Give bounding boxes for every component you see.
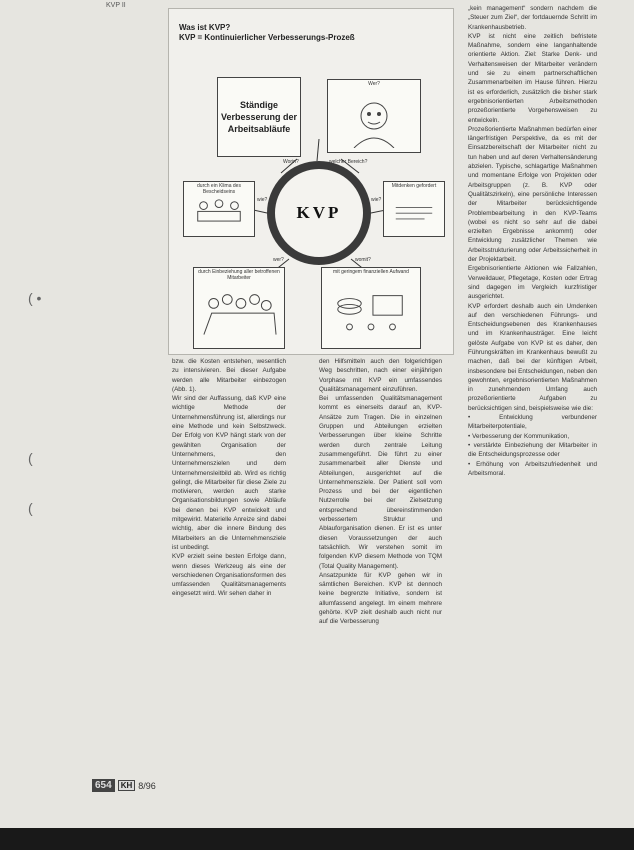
journal-logo: KH [118, 780, 136, 791]
text-column-3 [468, 4, 597, 478]
bullet-item: • Verbesserung der Kommunikation, [468, 432, 570, 440]
kvp-wheel: KVP [267, 161, 371, 265]
page-number: 654 [92, 779, 115, 792]
box-top-right [327, 79, 421, 153]
figure-title: Was ist KVP? [179, 23, 231, 32]
box-left [183, 181, 255, 237]
text-column-1 [172, 357, 286, 599]
question-bottom-right: womit? [355, 257, 371, 263]
thinking-man-sketch [334, 92, 414, 148]
kvp-figure [168, 8, 454, 355]
page-label: KVP II [106, 2, 126, 9]
paragraph: KVP erzielt seine besten Erfolge dann, wenn dieses Werkzeug als eine der verschiedenen Organisationsformen des umfassenden Qualitätsmanagements eingesetzt wird. Wir sehen daher in [172, 553, 286, 598]
meeting-sketch [190, 194, 248, 229]
main-goal-box: Ständige Verbesserung der Arbeitsabläufe [217, 77, 301, 157]
box-bottom-right [321, 267, 421, 349]
paragraph: KVP ist nicht eine zeitlich befristete Maßnahme, sondern eine langanhaltende orientierte Aktion. Ziel: Starke Denk- und Verhaltensweisen der Mitarbeiter verändern und sie zu einem partnerschaftlichen Zusammenarbeiten im Hause führen. Hierzu ist es erforderlich, zusätzlich die bisher stark ergebnisorientierten Arbeitsmethoden prozeßorientierte Vorgehensweisen zu entwickeln. [468, 32, 597, 124]
figure-subtitle: KVP = Kontinuierlicher Verbesserungs-Prozeß [179, 33, 355, 42]
text-column-2 [319, 357, 442, 627]
paragraph: Wir sind der Auffassung, daß KVP eine wichtige Methode der Unternehmensführung ist, allerdings nur eine Methode und kein Selbstzweck. Der Erfolg von KVP hängt stark von der gewählten Organisation der Unternehmens, den Unternehmenszielen und dem Unternehmensleitbild ab. Wird es richtig gelingt, die Mitarbeiter für diese Ziele zu motivieren, werden auch starke Organisationsbildungen sowie Abläufe bei denen bei KVP entwickelt und mitgewirkt. Materielle Anreize sind dabei wichtig, aber die innere Bindung des Mitarbeiters an die Unternehmensziele ist unbedingt. [172, 395, 286, 551]
box-right-caption: Mitdenken gefordert [391, 183, 437, 189]
bullet-item: • Erhöhung von Arbeitszufriedenheit und Arbeitsmoral. [468, 460, 597, 477]
question-right: wie? [371, 197, 382, 203]
question-left: wie? [257, 197, 268, 203]
paragraph: bzw. die Kosten entstehen, wesentlich zu intensivieren. Bei dieser Aufgabe werden alle Mitarbeiter einbezogen (Abb. 1). [172, 358, 286, 393]
paragraph: Prozeßorientierte Maßnahmen bedürfen einer längerfristigen Perspektive, da es mit der Einsatzbereitschaft der Mitarbeiter nicht zu tun haben und auf deren Verhaltensänderung abzielen. Typische, schlagartige Maßnahmen und momentane Erfolge von Projekten oder Arbeitsgruppen (z. B. KVP oder Qualitätszirkeln), eine persönliche Interessen der Mitarbeiter berücksichtigende Problembearbeitung in den KVP-Teams (wobei es nicht so sehr auf die dabei erzielten Ergebnisse ankommt) oder Entwicklung zusätzlicher Themen wie Arbeitsstrukturierung oder Arbeitssicherheit in der Projektarbeit. [468, 125, 597, 264]
box-bottom-left [193, 267, 285, 349]
box-bottom-right-caption: mit geringem finanziellen Aufwand [333, 269, 409, 275]
question-top-left: Worin? [283, 159, 299, 165]
page-footer [92, 779, 156, 792]
punch-hole-mark: ( • [28, 290, 42, 306]
document-sketch [390, 194, 438, 229]
bullet-item: • verstärkte Einbeziehung der Mitarbeiter in die Entscheidungsprozesse oder [468, 441, 597, 459]
question-top-right: welcher Bereich? [329, 159, 368, 165]
paragraph: Bei umfassenden Qualitätsmanagement kommt es einerseits darauf an, KVP-Ansätze zum Tragen. Die in einzelnen Gruppen und Abteilungen erzielten Verbesserungen über kleine Schritte werden durch zentrale Leitung zusammengeführt. Die führt zu einer zusammenarbeit aller Dienste und Abteilungen, ausgerichtet auf die Unternehmensziele. Der Patient soll vom Prozess und bei der eigentlichen Nutzerrolle bei der Zielsetzung entsprechend übereinstimmenden verbessertem Struktur und Ablauforganisation dienen. Er ist es unter diesen Voraussetzungen der auch tatsächlich. Wir verstehen somit im folgenden KVP diesem Methode von TQM (Total Quality Management). [319, 395, 442, 570]
bullet-item: • Entwicklung verbundener Mitarbeiterpotentiale, [468, 414, 597, 431]
paragraph: KVP erfordert deshalb auch ein Umdenken auf den verschiedenen Führungs- und Entscheidungsebenen des Krankenhauses und im Krankenhausträger. Eine leicht gelöste Aufgabe von KVP ist es daher, den Führungskräften im Krankenhaus bewußt zu machen, daß bei der künftigen Arbeit, insbesondere bei Entscheidungen, neben den gewohnten, ergebnisorientierten Maßnahmen in zunehmendem Umfang auch prozeßorientierte Aufgaben zu berücksichtigen sind, beispielsweise wie die: [468, 302, 597, 412]
paragraph: Ansatzpunkte für KVP gehen wir in sämtlichen Bereichen. KVP ist dennoch keine begrenzte Initiative, sondern ist allumfassend angelegt. Im einem mehrere gehörte. KVP zielt deshalb auch nicht nur auf die Verbesserung [319, 571, 442, 626]
crowd-sketch [200, 280, 278, 335]
box-bottom-left-caption: durch Einbeziehung aller betroffenen Mitarbeiter [198, 269, 280, 281]
box-right [383, 181, 445, 237]
punch-hole-mark: ( [28, 450, 33, 466]
issue-number: 8/96 [138, 780, 156, 791]
box-left-caption: durch ein Klima des Bescheidseins [197, 183, 241, 195]
punch-hole-mark: ( [28, 500, 33, 516]
paragraph: „kein management“ sondern nachdem die „Steuer zum Ziel“, der fortdauernde Schritt im Krankenhausbetrieb. [468, 5, 597, 31]
scan-edge-shadow [0, 828, 634, 850]
box-top-right-caption: Wer? [368, 81, 380, 87]
paragraph: Ergebnisorientierte Aktionen wie Fallzahlen, Verweildauer, Pflegetage, Kosten oder Ertrag sind dagegen im Vergleich kurzfristiger ausgerichtet. [468, 265, 597, 301]
paragraph: den Hilfsmitteln auch den folgerichtigen Weg beschritten, nach einer einjährigen Vorphase mit KVP ein umfassendes Qualitätsmanagement einzuführen. [319, 358, 442, 393]
question-bottom-left: wer? [273, 257, 284, 263]
money-sketch [328, 280, 414, 335]
